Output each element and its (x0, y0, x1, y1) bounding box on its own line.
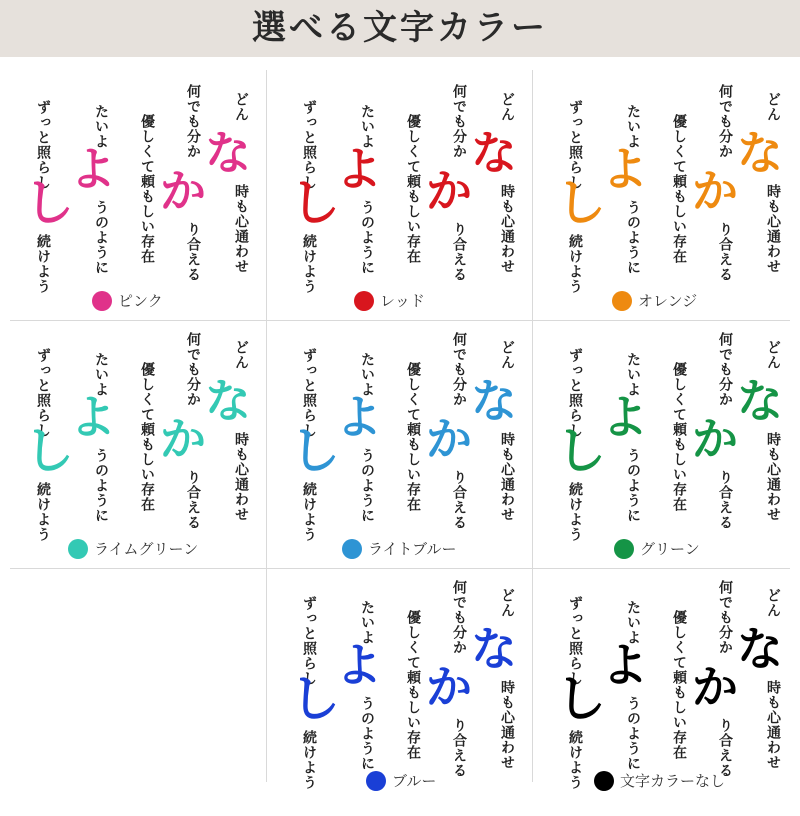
poem-accent-char: よ (70, 390, 116, 444)
poem-line: 時も心通わせ (233, 184, 249, 274)
poem-line: 時も心通わせ (765, 680, 781, 770)
color-name: ライムグリーン (94, 540, 199, 558)
poem-line: たいよ (359, 600, 375, 645)
poem-line: 続けよう (35, 234, 51, 294)
poem-accent-char: な (737, 622, 783, 676)
poem-line: たいよ (625, 104, 641, 149)
color-sample (8, 74, 274, 320)
poem-accent-char: し (556, 174, 606, 232)
poem-line: 時も心通わせ (765, 432, 781, 522)
color-sample (540, 322, 800, 568)
poem-accent-char: か (426, 412, 472, 466)
poem-line: り合える (185, 222, 201, 282)
poem-line: うのように (93, 200, 109, 275)
poem-line: 何でも分か (185, 332, 201, 407)
poem-line: ずっと照らし (301, 596, 317, 686)
poem-line: り合える (717, 718, 733, 778)
poem-accent-char: か (160, 164, 206, 218)
color-swatch-icon (342, 539, 362, 559)
poem-line: どん (499, 92, 515, 122)
poem-accent-char: し (24, 174, 74, 232)
poem-line: 優しくて頼もしい存在 (671, 362, 687, 512)
poem-line: うのように (359, 696, 375, 771)
poem-line: たいよ (359, 104, 375, 149)
poem-line: 何でも分か (185, 84, 201, 159)
poem-line: 続けよう (567, 482, 583, 542)
poem-line: どん (765, 92, 781, 122)
color-sample (540, 74, 800, 320)
poem-line: どん (765, 588, 781, 618)
poem-accent-char: か (692, 412, 738, 466)
color-label (594, 770, 725, 791)
poem-line: 何でも分か (451, 580, 467, 655)
poem-accent-char: な (737, 126, 783, 180)
poem-line: うのように (359, 200, 375, 275)
poem-accent-char: よ (602, 142, 648, 196)
poem-line: 優しくて頼もしい存在 (405, 114, 421, 264)
poem-line: どん (233, 340, 249, 370)
poem-line: ずっと照らし (35, 348, 51, 438)
poem-line: たいよ (359, 352, 375, 397)
poem-line: 続けよう (35, 482, 51, 542)
poem-accent-char: か (426, 660, 472, 714)
color-label (354, 290, 425, 311)
color-swatch-icon (354, 291, 374, 311)
poem-line: どん (233, 92, 249, 122)
poem-accent-char: か (692, 660, 738, 714)
poem-line: 何でも分か (717, 332, 733, 407)
poem-line: どん (765, 340, 781, 370)
poem-line: うのように (625, 696, 641, 771)
poem-line: どん (499, 340, 515, 370)
poem-accent-char: し (556, 422, 606, 480)
poem-line: り合える (451, 222, 467, 282)
poem-line: り合える (451, 470, 467, 530)
color-swatch-icon (594, 771, 614, 791)
poem-line: うのように (625, 448, 641, 523)
color-name: ブルー (392, 772, 437, 790)
header-banner (0, 0, 800, 57)
poem-line: たいよ (93, 104, 109, 149)
poem-line: 時も心通わせ (233, 432, 249, 522)
poem-line: うのように (359, 448, 375, 523)
poem-line: うのように (625, 200, 641, 275)
poem-line: たいよ (625, 352, 641, 397)
color-sample (274, 570, 540, 816)
poem-line: 続けよう (301, 234, 317, 294)
poem-line: 時も心通わせ (499, 680, 515, 770)
poem-line: ずっと照らし (567, 348, 583, 438)
poem-line: 時も心通わせ (499, 184, 515, 274)
color-name: ピンク (118, 292, 163, 310)
page-title: 選べる文字カラー (252, 8, 548, 48)
poem-line: り合える (717, 470, 733, 530)
poem-accent-char: な (471, 374, 517, 428)
poem-accent-char: な (205, 374, 251, 428)
poem-accent-char: し (290, 670, 340, 728)
poem-accent-char: か (692, 164, 738, 218)
poem-accent-char: な (471, 126, 517, 180)
poem-line: 優しくて頼もしい存在 (139, 362, 155, 512)
divider (10, 320, 790, 321)
color-sample (8, 322, 274, 568)
poem-accent-char: し (290, 174, 340, 232)
color-sample (540, 570, 800, 816)
poem-line: ずっと照らし (35, 100, 51, 190)
poem-accent-char: し (556, 670, 606, 728)
color-name: オレンジ (638, 292, 698, 310)
poem-line: 優しくて頼もしい存在 (671, 114, 687, 264)
color-swatch-icon (612, 291, 632, 311)
poem-accent-char: よ (336, 142, 382, 196)
poem-line: どん (499, 588, 515, 618)
poem-accent-char: な (471, 622, 517, 676)
poem-line: 時も心通わせ (765, 184, 781, 274)
poem-accent-char: し (24, 422, 74, 480)
color-name: グリーン (640, 540, 700, 558)
color-name: 文字カラーなし (620, 772, 726, 790)
poem-accent-char: よ (602, 390, 648, 444)
poem-line: り合える (185, 470, 201, 530)
poem-line: 続けよう (301, 730, 317, 790)
poem-accent-char: よ (336, 638, 382, 692)
poem-line: ずっと照らし (567, 596, 583, 686)
poem-line: り合える (717, 222, 733, 282)
color-name: ライトブルー (368, 540, 457, 558)
poem-line: たいよ (625, 600, 641, 645)
poem-line: 何でも分か (717, 580, 733, 655)
poem-accent-char: し (290, 422, 340, 480)
poem-accent-char: よ (336, 390, 382, 444)
poem-line: 優しくて頼もしい存在 (405, 610, 421, 760)
poem-line: うのように (93, 448, 109, 523)
poem-accent-char: な (737, 374, 783, 428)
poem-accent-char: か (426, 164, 472, 218)
color-sample (274, 322, 540, 568)
poem-line: 時も心通わせ (499, 432, 515, 522)
poem-line: ずっと照らし (301, 100, 317, 190)
color-name: レッド (380, 292, 425, 310)
poem-line: 優しくて頼もしい存在 (671, 610, 687, 760)
divider (10, 568, 790, 569)
poem-line: 何でも分か (451, 84, 467, 159)
poem-line: 続けよう (567, 730, 583, 790)
color-label (614, 538, 700, 559)
poem-line: り合える (451, 718, 467, 778)
poem-accent-char: か (160, 412, 206, 466)
poem-line: 続けよう (301, 482, 317, 542)
poem-line: たいよ (93, 352, 109, 397)
color-label (68, 538, 198, 559)
color-label (612, 290, 697, 311)
color-swatch-icon (366, 771, 386, 791)
poem-accent-char: よ (70, 142, 116, 196)
color-label (92, 290, 163, 311)
poem-accent-char: な (205, 126, 251, 180)
poem-accent-char: よ (602, 638, 648, 692)
color-sample (274, 74, 540, 320)
poem-line: 何でも分か (451, 332, 467, 407)
poem-line: ずっと照らし (567, 100, 583, 190)
color-swatch-icon (68, 539, 88, 559)
color-label (366, 770, 436, 791)
color-label (342, 538, 457, 559)
poem-line: 優しくて頼もしい存在 (139, 114, 155, 264)
poem-line: 優しくて頼もしい存在 (405, 362, 421, 512)
poem-line: ずっと照らし (301, 348, 317, 438)
poem-line: 何でも分か (717, 84, 733, 159)
color-swatch-icon (92, 291, 112, 311)
poem-line: 続けよう (567, 234, 583, 294)
color-swatch-icon (614, 539, 634, 559)
